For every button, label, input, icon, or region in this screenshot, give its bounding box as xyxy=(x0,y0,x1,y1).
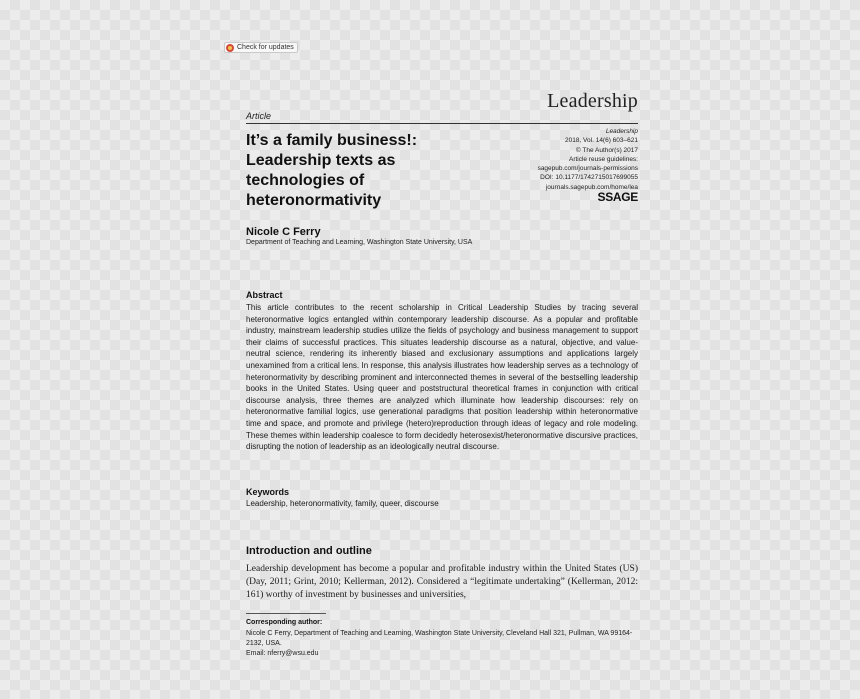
corresponding-address: Nicole C Ferry, Department of Teaching and Learning, Washington State University, Cleveland Hall 321, Pullman, WA 99164-2132, USA. xyxy=(246,630,633,647)
article-type-label: Article xyxy=(246,111,272,121)
corresponding-email[interactable]: Email: nferry@wsu.edu xyxy=(246,650,319,657)
article-title: It’s a family business!: Leadership texts as technologies of heteronormativity xyxy=(246,132,418,209)
corresponding-author-details xyxy=(246,629,638,659)
abstract-heading: Abstract xyxy=(246,290,283,300)
keywords-heading: Keywords xyxy=(246,487,290,497)
meta-reuse-link[interactable]: sagepub.com/journals-permissions xyxy=(537,165,638,173)
intro-text: Leadership development has become a popular and profitable industry within the United States (US) (Day, 2011; Grint, 2010; Kellerman, 2012). Considered a “legitimate undertaking” (Kellerman, 2012: 161) worthy of investment by businesses and universities, xyxy=(246,564,638,601)
meta-volume: 2018, Vol. 14(6) 603–621 xyxy=(564,137,638,145)
check-for-updates-label: Check for updates xyxy=(237,44,294,51)
footnote-rule xyxy=(246,613,326,614)
sage-logo: SSAGE xyxy=(597,190,638,204)
meta-home-link[interactable]: journals.sagepub.com/home/lea xyxy=(545,183,638,191)
author-affiliation: Department of Teaching and Learning, Washington State University, USA xyxy=(246,239,473,246)
meta-copyright: © The Author(s) 2017 xyxy=(575,146,638,154)
publication-meta xyxy=(538,127,638,192)
header-rule xyxy=(246,123,638,124)
keywords-text: Leadership, heteronormativity, family, queer, discourse xyxy=(246,499,439,508)
check-for-updates-badge[interactable] xyxy=(224,42,298,53)
journal-name: Leadership xyxy=(547,90,638,112)
meta-reuse: Article reuse guidelines: xyxy=(568,155,638,163)
meta-journal: Leadership xyxy=(605,128,638,135)
check-for-updates-icon xyxy=(226,44,234,52)
corresponding-author-heading: Corresponding author: xyxy=(246,619,323,626)
meta-doi[interactable]: DOI: 10.1177/1742715017699055 xyxy=(540,174,638,182)
author-name: Nicole C Ferry xyxy=(246,226,321,238)
section-heading: Introduction and outline xyxy=(246,545,372,557)
abstract-text: This article contributes to the recent scholarship in Critical Leadership Studies by tracing several heteronormative logics entangled within contemporary leadership discourse. As a popular and profitable industry, mainstream leadership studies utilize the fields of psychology and business management to support their claims of successful practices. This situates leadership discourse as a natural, objective, and value-neutral science, rendering its inherently biased and exclusionary assumptions and applications largely unexamined from a critical lens. In response, this analysis illustrates how leadership serves as a technology of heteronormativity by describing prominent and interconnected themes in several of the bestselling leadership books in the United States. Using queer and poststructural theoretical frames in conjunction with critical discourse analysis, three themes are analyzed which illuminate how leadership discourses: rely on heteronormative familial logics, use generational paradigms that position leadership within heteronormative time and space, and promote and privilege (hetero)reproduction through ideas of legacy and role modeling. These themes within leadership coalesce to form decidedly heterosexist/heteronormative discursive practices, disrupting the notion of leadership as an ideologically neutral discourse. xyxy=(246,303,638,452)
